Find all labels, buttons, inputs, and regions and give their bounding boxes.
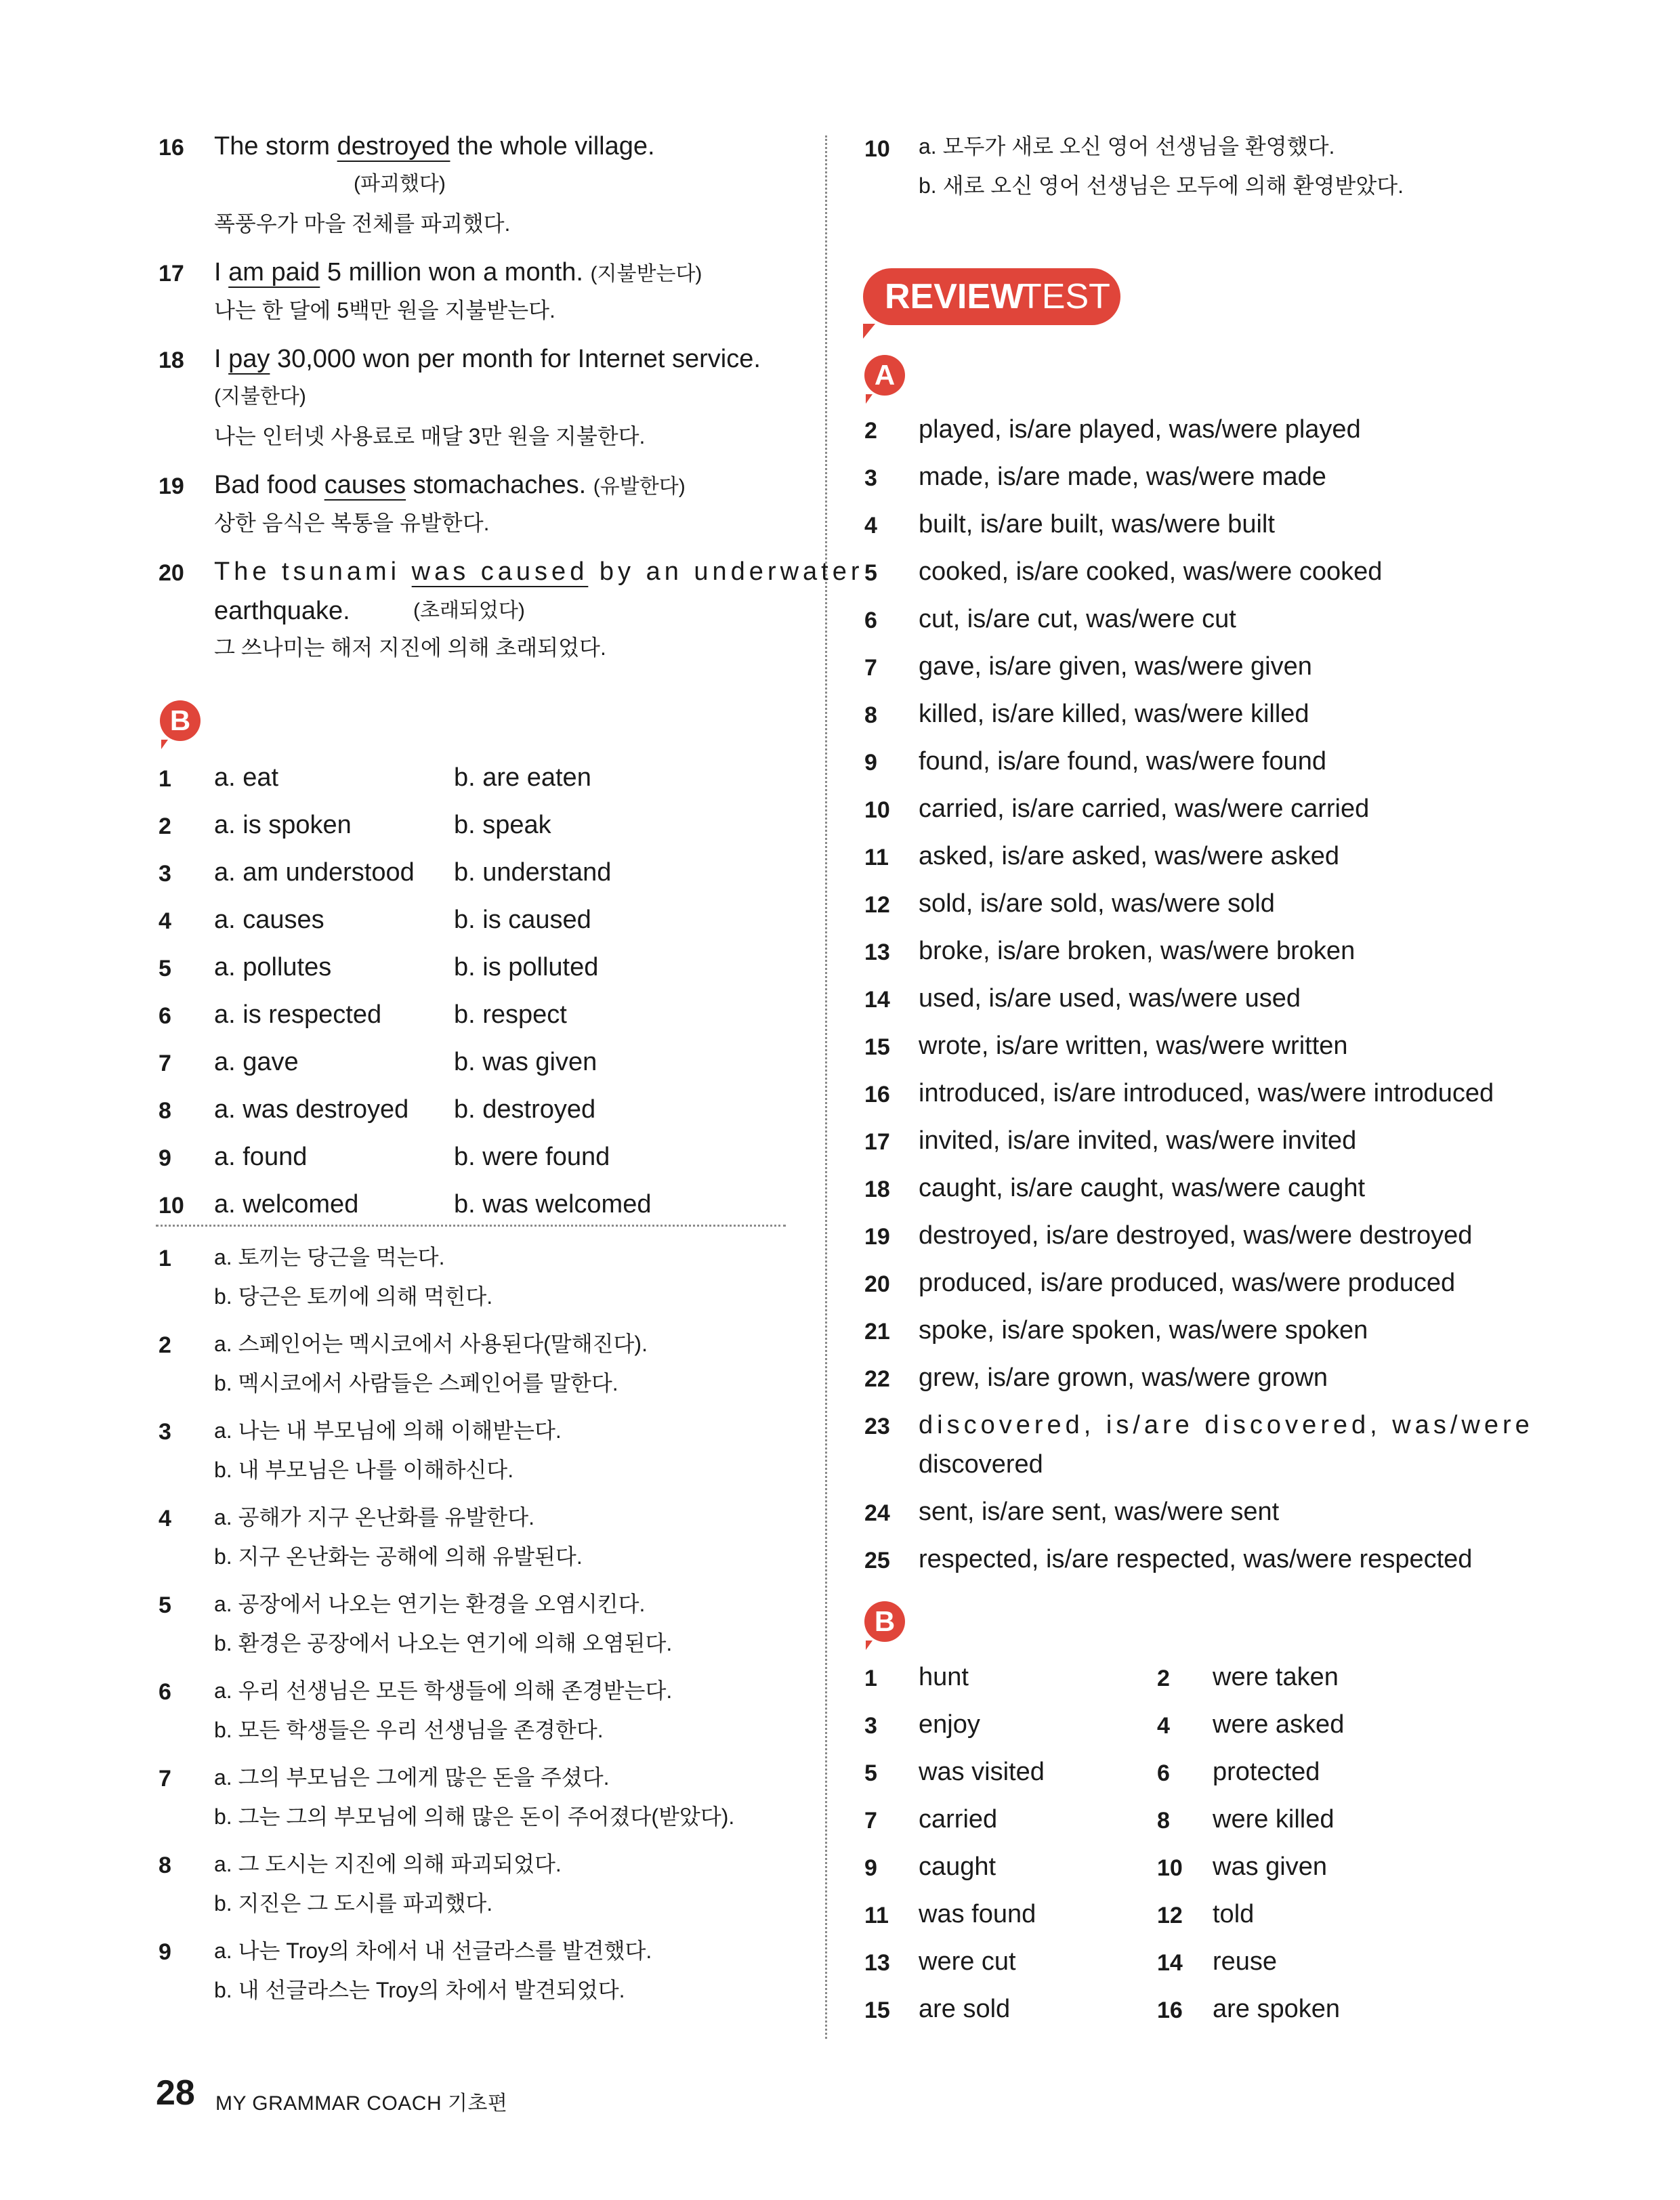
item-number: 2: [864, 418, 877, 444]
sentence-line-2: earthquake.: [214, 597, 350, 625]
item-number: 17: [159, 261, 184, 287]
item-number: 16: [864, 1082, 890, 1107]
item-number: 3: [864, 465, 877, 491]
item-number: 7: [159, 1051, 171, 1076]
answer-text: destroyed, is/are destroyed, was/were destroyed: [919, 1221, 1473, 1250]
gloss: (파괴했다): [354, 173, 446, 195]
answer-text: caught: [919, 1853, 996, 1881]
answer-b: b. are eaten: [454, 763, 591, 792]
item-number: 22: [864, 1366, 890, 1392]
answer-text: enjoy: [919, 1710, 980, 1739]
korean-translation: 나는 한 달에 5백만 원을 지불받는다.: [214, 298, 555, 322]
item-number: 19: [159, 473, 184, 499]
answer-text: was visited: [919, 1758, 1045, 1786]
underlined-verb: was caused: [411, 557, 589, 586]
answer-a: a. was destroyed: [214, 1095, 409, 1124]
translation-b: b. 그는 그의 부모님에 의해 많은 돈이 주어졌다(받았다).: [214, 1804, 735, 1829]
answer-a: a. causes: [214, 906, 324, 934]
translation-a: a. 그 도시는 지진에 의해 파괴되었다.: [214, 1852, 562, 1876]
answer-text: are spoken: [1213, 1995, 1341, 2023]
item-number: 10: [159, 1193, 184, 1219]
gloss: (지불받는다): [590, 263, 702, 285]
item-number: 11: [864, 845, 889, 870]
item-number: 14: [1157, 1950, 1183, 1976]
answer-b: b. understand: [454, 858, 612, 887]
answer-text: killed, is/are killed, was/were killed: [919, 700, 1309, 728]
answer-text: invited, is/are invited, was/were invited: [919, 1126, 1357, 1155]
item-number: 17: [864, 1129, 890, 1155]
answer-text: used, is/are used, was/were used: [919, 984, 1301, 1013]
underlined-verb: causes: [324, 471, 406, 499]
answer-a: a. found: [214, 1143, 308, 1171]
answer-text: respected, is/are respected, was/were respected: [919, 1545, 1473, 1573]
answer-text: cut, is/are cut, was/were cut: [919, 605, 1236, 633]
korean-translation: 상한 음식은 복통을 유발한다.: [214, 511, 490, 535]
answer-text: protected: [1213, 1758, 1320, 1786]
item-number: 4: [864, 513, 877, 538]
answer-text: introduced, is/are introduced, was/were introduced: [919, 1079, 1494, 1107]
answer-a: a. is respected: [214, 1000, 382, 1029]
item-number: 8: [159, 1098, 171, 1124]
translation-a: a. 그의 부모님은 그에게 많은 돈을 주셨다.: [214, 1765, 610, 1790]
answer-text: were cut: [919, 1947, 1016, 1976]
item-number: 10: [1157, 1855, 1183, 1881]
answer-a: a. welcomed: [214, 1190, 359, 1219]
item-number: 12: [1157, 1903, 1183, 1928]
underlined-verb: am paid: [228, 258, 320, 287]
answer-a: a. pollutes: [214, 953, 332, 981]
section-b-badge: B: [160, 700, 201, 741]
answer-text: discovered, is/are discovered, was/were: [919, 1411, 1534, 1439]
korean-translation: 나는 인터넷 사용료로 매달 3만 원을 지불한다.: [214, 424, 646, 448]
item-number: 18: [864, 1177, 890, 1202]
answer-text: carried, is/are carried, was/were carried: [919, 795, 1370, 823]
answer-text: told: [1213, 1900, 1255, 1928]
translation-b: b. 환경은 공장에서 나오는 연기에 의해 오염된다.: [214, 1631, 673, 1655]
item-number: 7: [864, 655, 877, 681]
translation-a: a. 나는 내 부모님에 의해 이해받는다.: [214, 1418, 562, 1443]
page-number: 28: [156, 2073, 195, 2113]
answer-a: a. is spoken: [214, 811, 352, 839]
item-number: 12: [864, 892, 890, 918]
answer-b: b. speak: [454, 811, 551, 839]
sentence-post: by an underwater: [588, 557, 864, 586]
answer-text: carried: [919, 1805, 998, 1834]
review-title-light: TEST: [1020, 277, 1110, 316]
item-number: 6: [1157, 1760, 1170, 1786]
translation-b: b. 지진은 그 도시를 파괴했다.: [214, 1891, 493, 1916]
item-number: 15: [864, 1034, 890, 1060]
answer-text: were taken: [1213, 1663, 1339, 1691]
item-number: 15: [864, 1997, 890, 2023]
answer-b: b. destroyed: [454, 1095, 596, 1124]
item-number: 14: [864, 987, 890, 1013]
item-number: 4: [159, 908, 171, 934]
translation-a: a. 스페인어는 멕시코에서 사용된다(말해진다).: [214, 1332, 648, 1356]
item-number: 20: [159, 560, 184, 586]
answer-text: played, is/are played, was/were played: [919, 415, 1361, 444]
sentence-post: the whole village.: [450, 132, 655, 161]
translation-b: b. 새로 오신 영어 선생님은 모두에 의해 환영받았다.: [919, 173, 1404, 198]
gloss: (지불한다): [214, 385, 306, 408]
answer-b: b. is caused: [454, 906, 591, 934]
sentence: [214, 131, 655, 161]
item-number: 16: [1157, 1997, 1183, 2023]
item-number: 8: [1157, 1808, 1170, 1834]
item-number: 5: [159, 1592, 171, 1618]
sentence-post: 30,000 won per month for Internet service.: [270, 345, 761, 373]
sentence: [214, 470, 686, 502]
review-title-bold: REVIEW: [885, 277, 1024, 316]
korean-translation: 그 쓰나미는 해저 지진에 의해 초래되었다.: [214, 635, 606, 660]
column-divider: [825, 135, 827, 2039]
translation-b: b. 모든 학생들은 우리 선생님을 존경한다.: [214, 1718, 604, 1742]
answer-text: sent, is/are sent, was/were sent: [919, 1498, 1280, 1526]
dotted-separator: [156, 1225, 786, 1227]
answer-text: are sold: [919, 1995, 1011, 2023]
answer-text: sold, is/are sold, was/were sold: [919, 889, 1275, 918]
answer-text: gave, is/are given, was/were given: [919, 652, 1312, 681]
translation-a: a. 토끼는 당근을 먹는다.: [214, 1245, 445, 1269]
item-number: 3: [159, 1419, 171, 1445]
item-number: 18: [159, 347, 184, 373]
item-number: 6: [864, 608, 877, 633]
item-number: 8: [159, 1853, 171, 1878]
korean-translation: 폭풍우가 마을 전체를 파괴했다.: [214, 211, 511, 236]
underlined-verb: destroyed: [337, 132, 450, 161]
gloss: (초래되었다): [413, 599, 525, 622]
item-number: 9: [864, 750, 877, 776]
answer-text: found, is/are found, was/were found: [919, 747, 1327, 776]
item-number: 9: [159, 1145, 171, 1171]
item-number: 19: [864, 1224, 890, 1250]
answer-text: asked, is/are asked, was/were asked: [919, 842, 1339, 870]
item-number: 4: [1157, 1713, 1170, 1739]
item-number: 16: [159, 135, 184, 161]
sentence: [214, 257, 702, 289]
gloss: (유발한다): [593, 475, 686, 498]
item-number: 9: [159, 1939, 171, 1965]
answer-text: cooked, is/are cooked, was/were cooked: [919, 557, 1383, 586]
item-number: 9: [864, 1855, 877, 1881]
translation-b: b. 당근은 토끼에 의해 먹힌다.: [214, 1284, 493, 1309]
answer-text: were asked: [1213, 1710, 1345, 1739]
answer-text: was given: [1213, 1853, 1327, 1881]
section-a-badge: A: [864, 355, 905, 396]
item-number: 23: [864, 1414, 890, 1439]
answer-b: b. respect: [454, 1000, 567, 1029]
answer-text: hunt: [919, 1663, 969, 1691]
sentence: [214, 557, 864, 587]
sentence-pre: Bad food: [214, 471, 324, 499]
item-number: 1: [159, 1246, 171, 1271]
item-number: 10: [864, 797, 890, 823]
item-number: 3: [159, 861, 171, 887]
review-b-badge: B: [864, 1601, 905, 1642]
item-number: 25: [864, 1548, 890, 1573]
item-number: 21: [864, 1319, 890, 1345]
item-number: 8: [864, 702, 877, 728]
answer-b: b. was welcomed: [454, 1190, 652, 1219]
answer-text: caught, is/are caught, was/were caught: [919, 1174, 1366, 1202]
item-number: 4: [159, 1506, 171, 1531]
answer-text: produced, is/are produced, was/were produced: [919, 1269, 1456, 1297]
answer-a: a. am understood: [214, 858, 415, 887]
translation-a: a. 나는 Troy의 차에서 내 선글라스를 발견했다.: [214, 1939, 652, 1963]
translation-a: a. 공장에서 나오는 연기는 환경을 오염시킨다.: [214, 1592, 646, 1616]
item-number: 10: [864, 136, 890, 162]
translation-a: a. 공해가 지구 온난화를 유발한다.: [214, 1505, 534, 1529]
item-number: 1: [864, 1666, 877, 1691]
sentence: [214, 344, 761, 374]
answer-b: b. was given: [454, 1048, 597, 1076]
item-number: 3: [864, 1713, 877, 1739]
answer-text: wrote, is/are written, was/were written: [919, 1032, 1348, 1060]
item-number: 20: [864, 1271, 890, 1297]
item-number: 5: [864, 560, 877, 586]
answer-text: grew, is/are grown, was/were grown: [919, 1363, 1328, 1392]
footer-title: MY GRAMMAR COACH 기초편: [215, 2092, 508, 2115]
answer-text: was found: [919, 1900, 1036, 1928]
item-number: 6: [159, 1679, 171, 1705]
translation-b: b. 내 부모님은 나를 이해하신다.: [214, 1458, 514, 1482]
item-number: 24: [864, 1500, 890, 1526]
translation-b: b. 내 선글라스는 Troy의 차에서 발견되었다.: [214, 1978, 625, 2002]
item-number: 2: [159, 813, 171, 839]
underlined-verb: pay: [228, 345, 270, 373]
item-number: 7: [864, 1808, 877, 1834]
item-number: 7: [159, 1766, 171, 1792]
answer-text: made, is/are made, was/were made: [919, 463, 1326, 491]
translation-b: b. 멕시코에서 사람들은 스페인어를 말한다.: [214, 1371, 618, 1395]
translation-b: b. 지구 온난화는 공해에 의해 유발된다.: [214, 1544, 583, 1569]
item-number: 2: [1157, 1666, 1170, 1691]
answer-b: b. were found: [454, 1143, 610, 1171]
translation-a: a. 우리 선생님은 모든 학생들에 의해 존경받는다.: [214, 1678, 673, 1703]
answer-text: broke, is/are broken, was/were broken: [919, 937, 1356, 965]
sentence-post: 5 million won a month.: [320, 258, 583, 287]
sentence-pre: I: [214, 345, 229, 373]
item-number: 5: [159, 956, 171, 981]
answer-text: spoke, is/are spoken, was/were spoken: [919, 1316, 1368, 1345]
item-number: 11: [864, 1903, 889, 1928]
translation-a: a. 모두가 새로 오신 영어 선생님을 환영했다.: [919, 134, 1335, 158]
answer-b: b. is polluted: [454, 953, 599, 981]
item-number: 2: [159, 1332, 171, 1358]
item-number: 13: [864, 1950, 890, 1976]
item-number: 13: [864, 939, 890, 965]
answer-text: built, is/are built, was/were built: [919, 510, 1275, 538]
review-test-banner: [863, 268, 1120, 325]
sentence-post: stomachaches.: [406, 471, 587, 499]
item-number: 6: [159, 1003, 171, 1029]
sentence-pre: I: [214, 258, 229, 287]
answer-a: a. gave: [214, 1048, 299, 1076]
answer-text: reuse: [1213, 1947, 1278, 1976]
item-number: 5: [864, 1760, 877, 1786]
item-number: 1: [159, 766, 171, 792]
answer-text: were killed: [1213, 1805, 1335, 1834]
answer-text-line-2: discovered: [919, 1450, 1043, 1479]
sentence-pre: The tsunami: [214, 557, 412, 586]
sentence-pre: The storm: [214, 132, 337, 161]
answer-a: a. eat: [214, 763, 279, 792]
